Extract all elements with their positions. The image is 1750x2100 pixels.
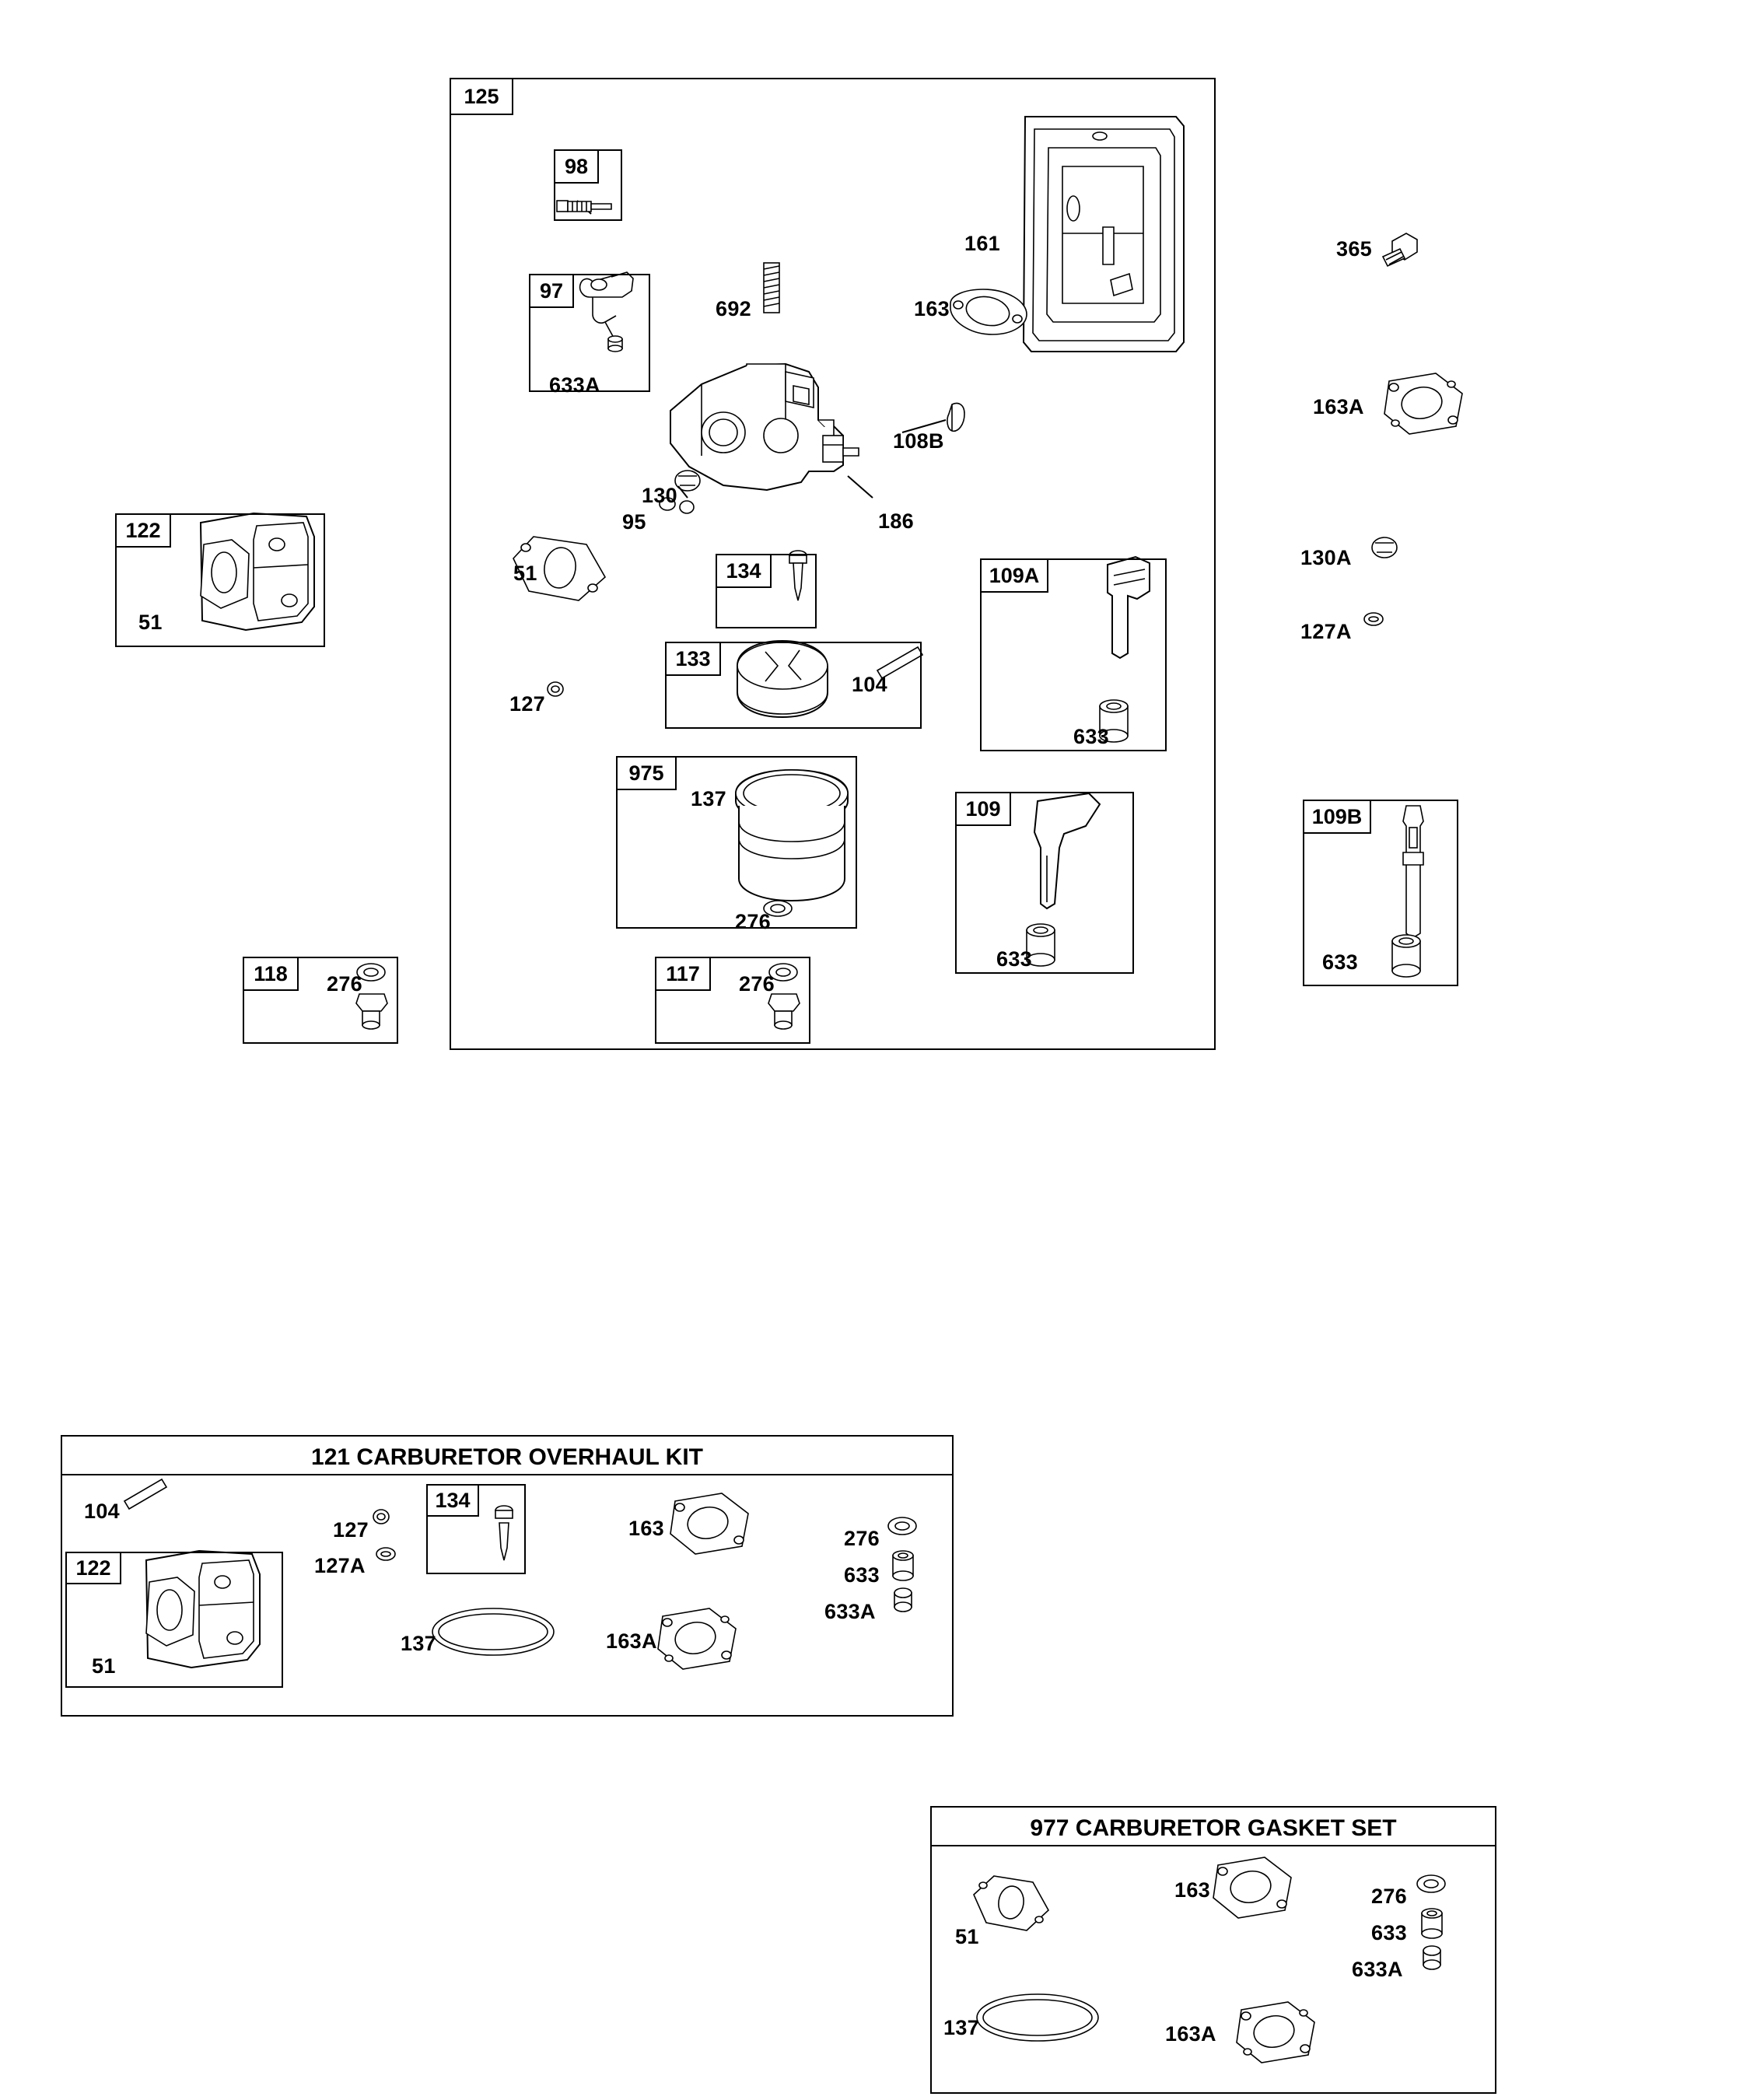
group-label-125-text: 125 xyxy=(464,84,499,108)
box-label-117 xyxy=(655,957,711,991)
part-127A-side-art xyxy=(1364,613,1383,625)
diagram-callout-130: 130 xyxy=(642,484,677,507)
diagram-callout-163A: 163A xyxy=(1313,395,1364,418)
gasket-set-title: 977 CARBURETOR GASKET SET xyxy=(1030,1815,1397,1841)
box-label-109 xyxy=(955,792,1011,826)
diagram-callout-186: 186 xyxy=(878,509,914,533)
box-label-134-kit xyxy=(426,1484,479,1517)
kit-callout-127A: 127A xyxy=(314,1554,366,1577)
kit-callout-51: 51 xyxy=(92,1654,116,1678)
diagram-callout-51: 51 xyxy=(513,562,537,585)
part-161-art xyxy=(1024,117,1184,352)
diagram-callout-127: 127 xyxy=(509,692,545,716)
gasket-callout-163A: 163A xyxy=(1165,2022,1216,2046)
kit-callout-276: 276 xyxy=(844,1527,880,1550)
gasket-callout-276: 276 xyxy=(1371,1885,1407,1908)
diagram-callout-95: 95 xyxy=(622,510,646,534)
diagram-callout-365: 365 xyxy=(1336,237,1372,261)
diagram-callout-108B: 108B xyxy=(893,429,944,453)
kit-callout-137: 137 xyxy=(401,1632,436,1655)
box-label-975 xyxy=(616,756,677,790)
label-109A: 109A xyxy=(989,563,1040,587)
gasket-callout-633: 633 xyxy=(1371,1921,1407,1944)
box-label-122-left xyxy=(115,513,171,548)
part-365-art xyxy=(1383,233,1417,266)
box-label-97 xyxy=(529,274,574,308)
diagram-callout-163: 163 xyxy=(914,297,950,320)
part-692-art xyxy=(764,263,779,313)
part-108B-art xyxy=(902,404,964,433)
part-130A-art xyxy=(1372,537,1397,558)
kit-callout-104: 104 xyxy=(84,1500,120,1523)
diagram-callout-633A: 633A xyxy=(549,373,600,397)
box-label-133 xyxy=(665,642,721,676)
label-118: 118 xyxy=(254,961,288,985)
part-127-art xyxy=(548,682,563,696)
part-163-art xyxy=(950,289,1027,334)
diagram-callout-127A: 127A xyxy=(1300,620,1352,643)
label-109B: 109B xyxy=(1311,804,1363,828)
label-975: 975 xyxy=(628,761,664,785)
gasket-set-panel xyxy=(930,1806,1496,2094)
diagram-callout-276: 276 xyxy=(735,910,771,933)
label-134-kit: 134 xyxy=(435,1488,471,1512)
label-98: 98 xyxy=(564,154,589,178)
diagram-callout-633: 633 xyxy=(996,947,1032,971)
box-label-109B xyxy=(1303,800,1371,834)
leader-186 xyxy=(848,476,873,498)
box-label-122-kit xyxy=(65,1552,121,1584)
diagram-callout-137: 137 xyxy=(691,787,726,810)
label-109: 109 xyxy=(965,796,1001,821)
box-label-109A xyxy=(980,558,1048,593)
diagram-callout-161: 161 xyxy=(964,232,1000,255)
label-122-kit: 122 xyxy=(75,1556,111,1580)
carburetor-body-art xyxy=(670,364,859,490)
kit-callout-163A: 163A xyxy=(606,1629,657,1653)
kit-callout-127: 127 xyxy=(333,1518,369,1542)
label-133: 133 xyxy=(675,646,711,670)
label-122-left: 122 xyxy=(125,518,161,542)
diagram-callout-104: 104 xyxy=(852,673,887,696)
overhaul-kit-title: 121 CARBURETOR OVERHAUL KIT xyxy=(311,1444,703,1470)
diagram-callout-276: 276 xyxy=(739,972,775,996)
diagram-callout-130A: 130A xyxy=(1300,546,1352,569)
box-label-98 xyxy=(554,149,599,184)
box-label-118 xyxy=(243,957,299,991)
diagram-callout-51: 51 xyxy=(138,611,163,634)
label-97: 97 xyxy=(539,278,564,303)
gasket-callout-51: 51 xyxy=(955,1925,979,1948)
gasket-callout-163: 163 xyxy=(1174,1878,1210,1902)
kit-callout-633A: 633A xyxy=(824,1600,876,1623)
gasket-callout-633A: 633A xyxy=(1352,1958,1403,1981)
box-label-134 xyxy=(716,554,772,588)
kit-callout-633: 633 xyxy=(844,1563,880,1587)
kit-callout-163: 163 xyxy=(628,1517,664,1540)
label-134: 134 xyxy=(726,558,761,583)
diagram-callout-276: 276 xyxy=(327,972,362,996)
diagram-callout-633: 633 xyxy=(1322,950,1358,974)
diagram-callout-692: 692 xyxy=(716,297,751,320)
part-163A-side-art xyxy=(1384,373,1462,434)
gasket-callout-137: 137 xyxy=(943,2016,979,2039)
label-117: 117 xyxy=(666,961,700,985)
diagram-callout-633: 633 xyxy=(1073,725,1109,748)
